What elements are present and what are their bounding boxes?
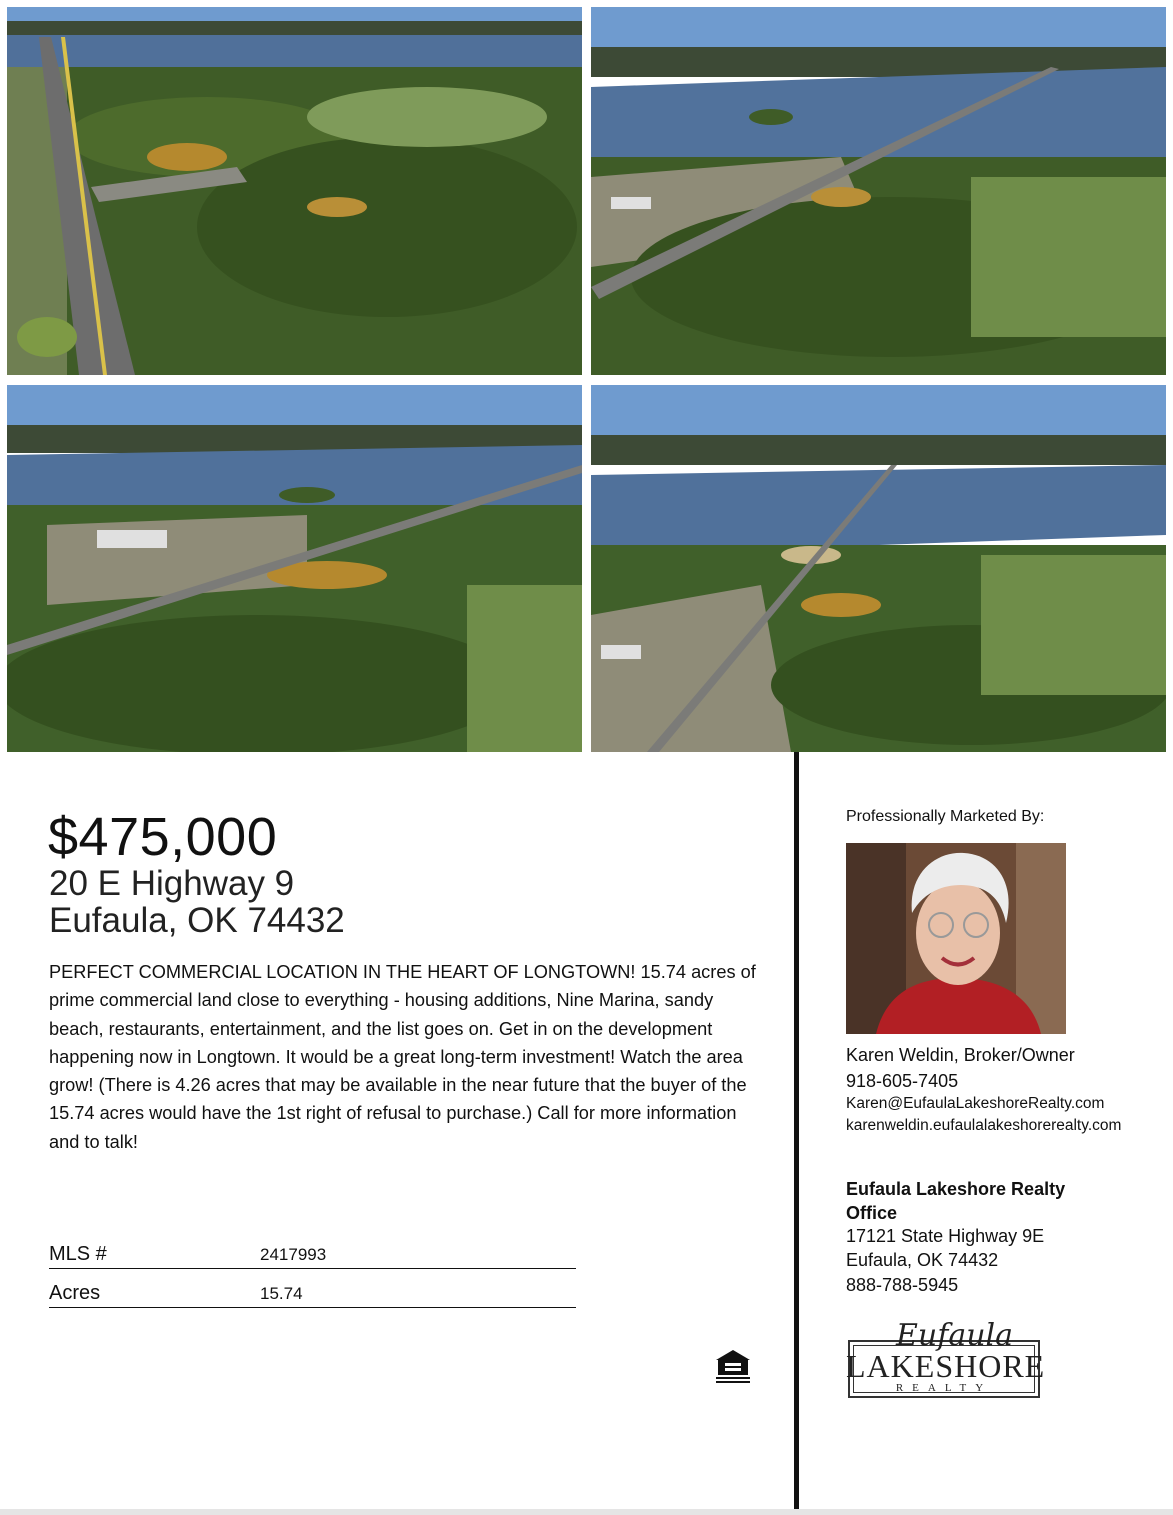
office-city: Eufaula, OK 74432 — [846, 1250, 999, 1270]
address-city: Eufaula, OK 74432 — [49, 901, 345, 940]
aerial-photo-highway — [7, 7, 582, 375]
fact-label: MLS # — [49, 1243, 107, 1265]
fact-value: 15.74 — [260, 1284, 303, 1303]
logo-main-text: LAKESHORE — [846, 1348, 1046, 1384]
brokerage-logo — [846, 1318, 1046, 1402]
logo-script-text: Eufaula — [896, 1318, 1014, 1353]
marketed-by-heading: Professionally Marketed By: — [846, 808, 1045, 825]
aerial-photo-bridge-west — [7, 385, 582, 752]
page-bottom-strip — [0, 1509, 1173, 1515]
fact-row-acres — [49, 1271, 576, 1308]
agent-email[interactable]: Karen@EufaulaLakeshoreRealty.com — [846, 1095, 1105, 1112]
fact-value: 2417993 — [260, 1245, 327, 1264]
column-divider — [794, 752, 799, 1510]
office-name: Eufaula Lakeshore Realty Office — [846, 1179, 1066, 1223]
logo-sub-text: REALTY — [895, 1382, 993, 1394]
aerial-photo-bridge-center — [591, 385, 1166, 752]
agent-phone[interactable]: 918-605-7405 — [846, 1071, 959, 1091]
aerial-photo-bridge-east — [591, 7, 1166, 375]
equal-housing-opportunity-icon — [714, 1347, 752, 1385]
agent-name: Karen Weldin, Broker/Owner — [846, 1045, 1075, 1065]
address-street: 20 E Highway 9 — [49, 864, 295, 903]
office-phone[interactable]: 888-788-5945 — [846, 1275, 959, 1295]
listing-price: $475,000 — [48, 807, 278, 867]
agent-website[interactable]: karenweldin.eufaulalakeshorerealty.com — [846, 1117, 1122, 1134]
office-street: 17121 State Highway 9E — [846, 1226, 1045, 1246]
facts-table — [49, 1232, 576, 1310]
agent-photo — [846, 843, 1066, 1034]
fact-row-mls — [49, 1232, 576, 1269]
listing-description: PERFECT COMMERCIAL LOCATION IN THE HEART OF LONGTOWN! 15.74 acres of prime commercial land close to everything - housing additions, Nine Marina, sandy beach, restaurants, entertainment, and the list goes on. Get in on the development happening now in Longtown. It would be a great long-term investment! Watch the area grow! (There is 4.26 acres that may be available in the near future that the buyer of the 15.74 acres would have the 1st right of refusal to purchase.) Call for more information and to talk! — [49, 962, 756, 1152]
fact-label: Acres — [49, 1282, 101, 1304]
